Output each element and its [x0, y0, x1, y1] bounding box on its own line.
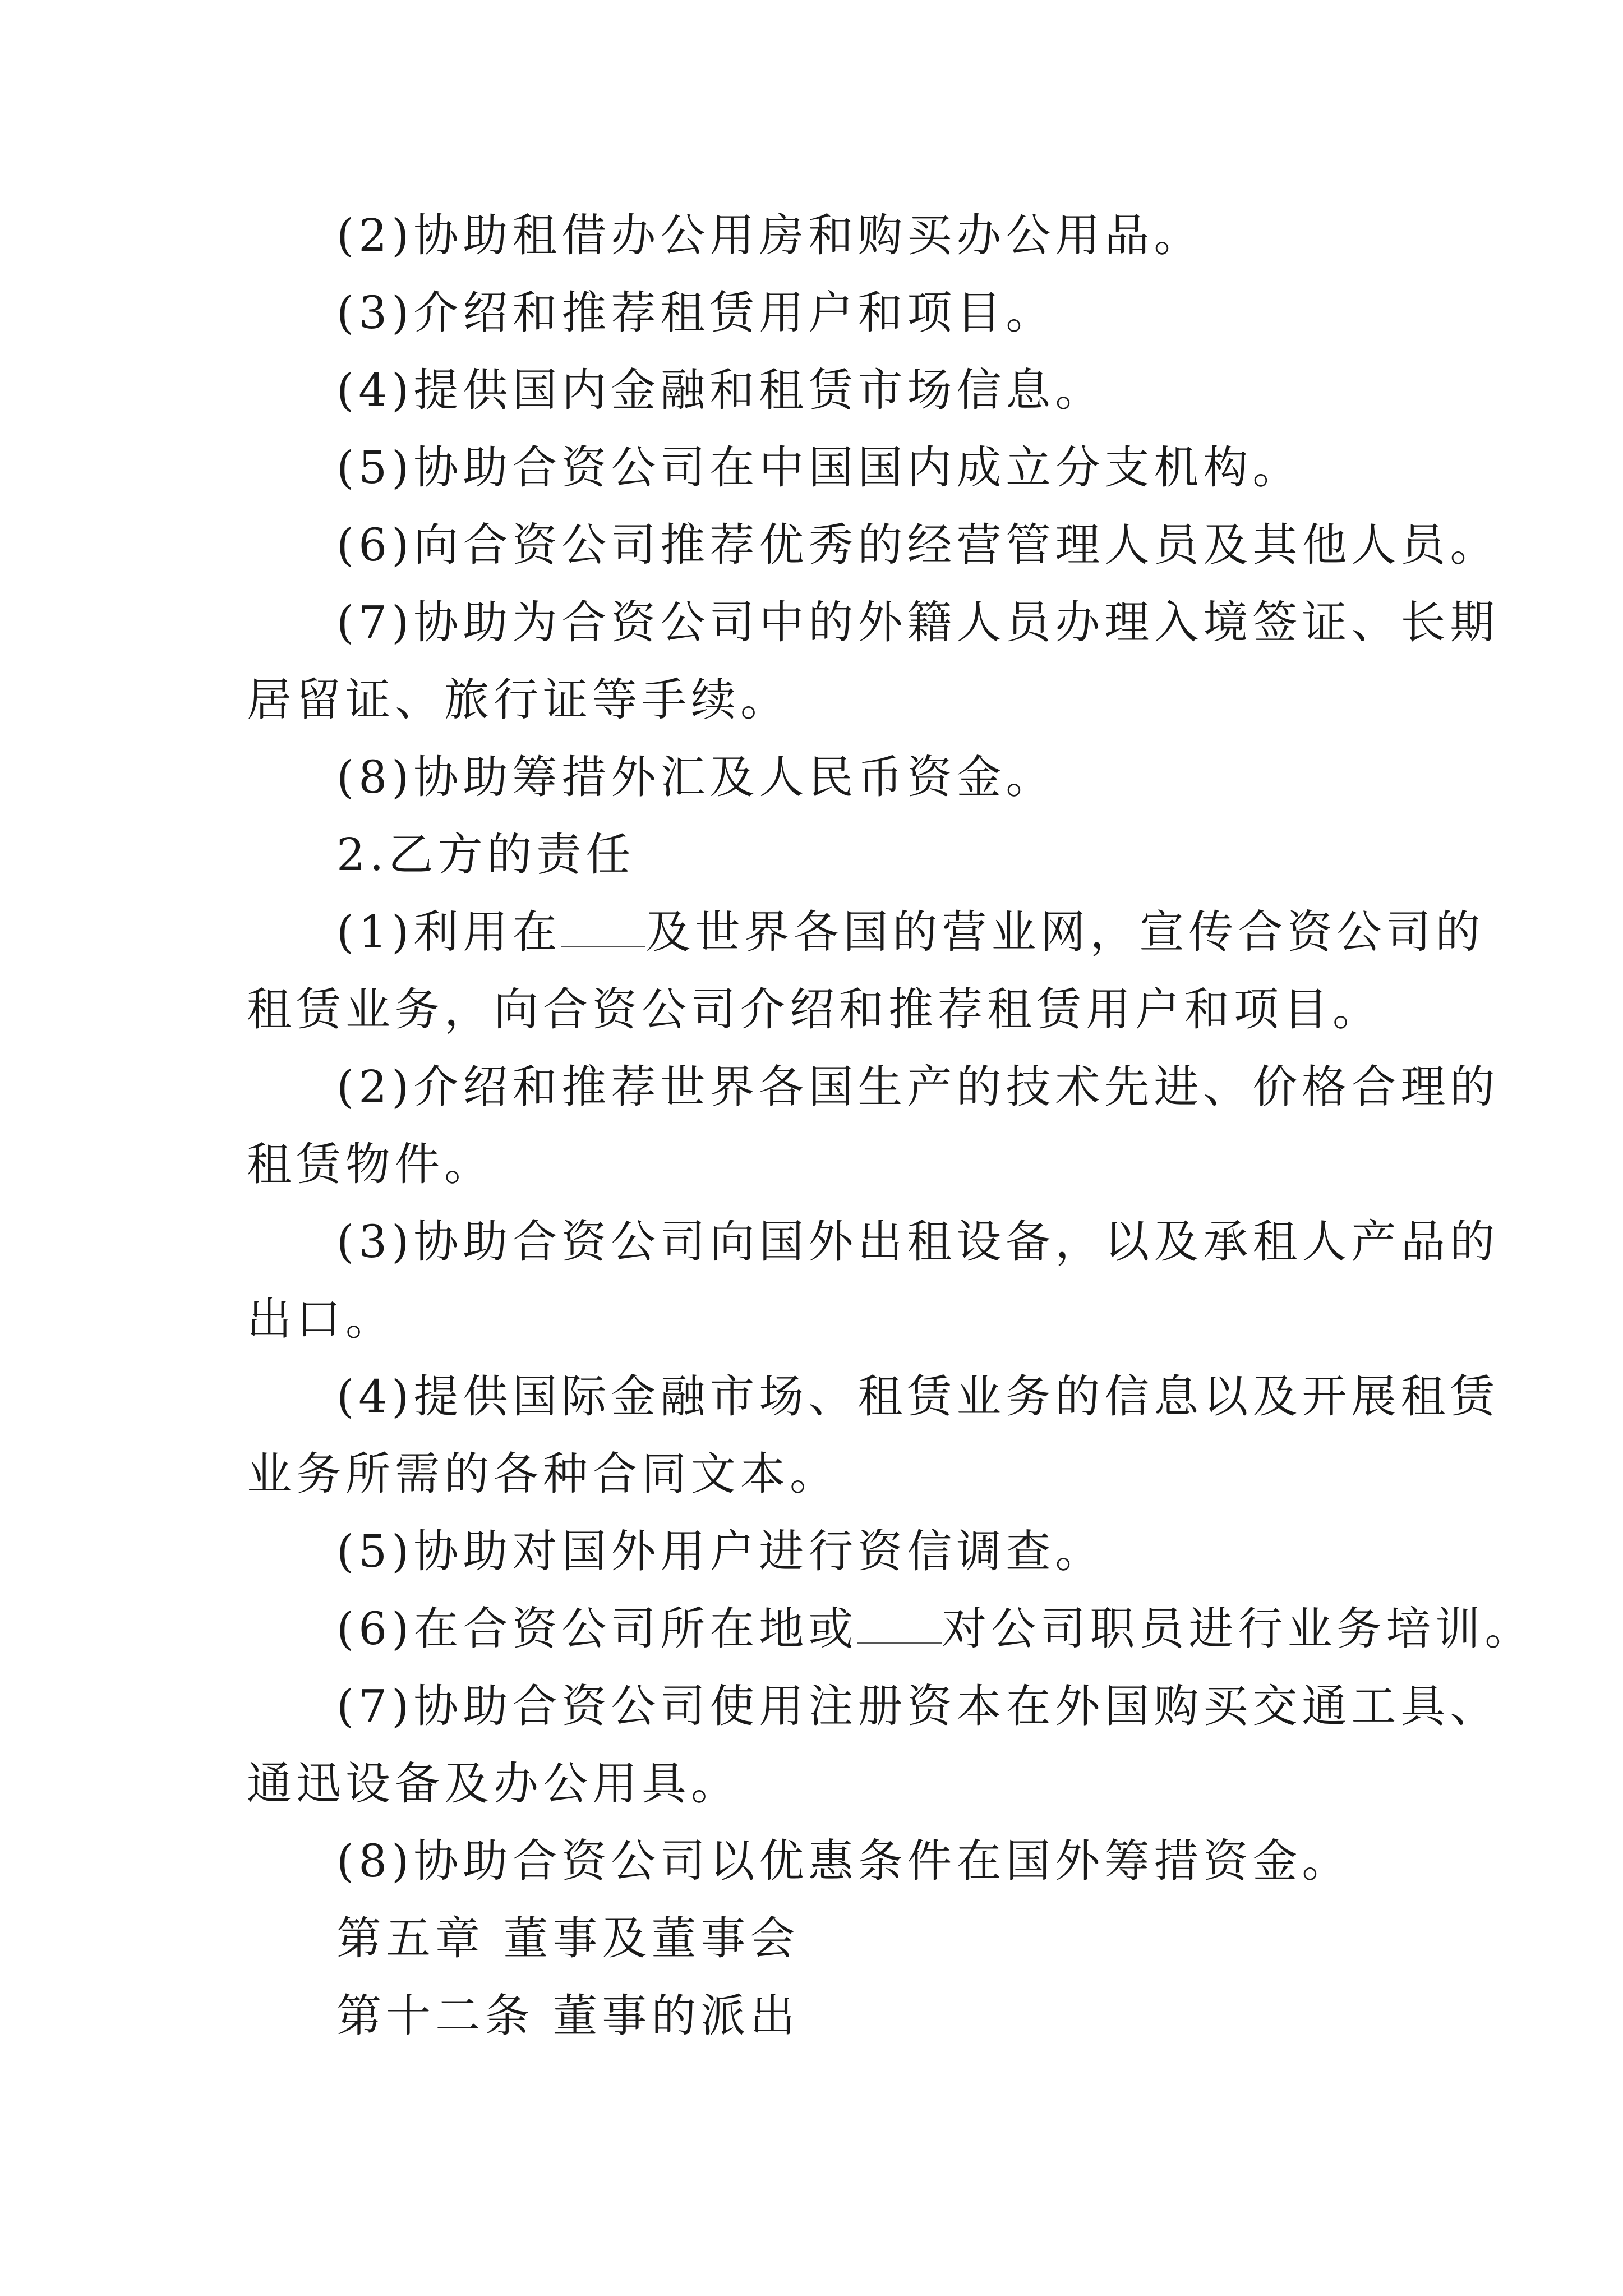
paragraph-b4: (4)提供国际金融市场、租赁业务的信息以及开展租赁 [336, 1370, 1500, 1423]
chapter-heading: 第五章 董事及董事会 [336, 1912, 800, 1964]
fill-in-blank [561, 911, 645, 947]
paragraph-b6-prefix: (6)在合资公司所在地或 [336, 1603, 858, 1655]
paragraph-b3-cont: 出口。 [247, 1293, 395, 1345]
paragraph-a2: (2)协助租借办公用房和购买办公用品。 [336, 209, 1204, 261]
paragraph-b5: (5)协助对国外用户进行资信调查。 [336, 1525, 1105, 1577]
paragraph-b1-middle: 及世界各国的营业网， [645, 906, 1140, 958]
paragraph-b2-cont: 租赁物件。 [247, 1138, 494, 1190]
paragraph-a7-cont: 居留证、旅行证等手续。 [247, 674, 790, 726]
paragraph-a4: (4)提供国内金融和租赁市场信息。 [336, 364, 1105, 416]
section-heading-b: 2.乙方的责任 [336, 829, 635, 881]
paragraph-a5: (5)协助合资公司在中国国内成立分支机构。 [336, 441, 1302, 494]
paragraph-b1-cont: 租赁业务，向合资公司介绍和推荐租赁用户和项目。 [247, 983, 1382, 1036]
paragraph-b8: (8)协助合资公司以优惠条件在国外筹措资金。 [336, 1835, 1352, 1887]
paragraph-a3: (3)介绍和推荐租赁用户和项目。 [336, 287, 1055, 339]
paragraph-b3: (3)协助合资公司向国外出租设备，以及承租人产品的 [336, 1216, 1500, 1268]
paragraph-b2: (2)介绍和推荐世界各国生产的技术先进、价格合理的 [336, 1061, 1500, 1113]
paragraph-b7: (7)协助合资公司使用注册资本在外国购买交通工具、 [336, 1680, 1500, 1732]
paragraph-a6: (6)向合资公司推荐优秀的经营管理人员及其他人员。 [336, 519, 1500, 571]
paragraph-b6-suffix: 对公司职员进行业务培训。 [942, 1603, 1534, 1655]
paragraph-b4-cont: 业务所需的各种合同文本。 [247, 1448, 839, 1500]
paragraph-a7: (7)协助为合资公司中的外籍人员办理入境签证、长期 [336, 596, 1500, 648]
paragraph-b6 [336, 1602, 1534, 1656]
article-heading: 第十二条 董事的派出 [336, 1990, 800, 2042]
paragraph-b1-suffix: 宣传合资公司的 [1139, 906, 1485, 958]
paragraph-b1-prefix: (1)利用在 [336, 906, 562, 958]
paragraph-b7-cont: 通迅设备及办公用具。 [247, 1757, 740, 1810]
paragraph-b1 [336, 905, 1484, 959]
fill-in-blank [857, 1608, 942, 1644]
paragraph-a8: (8)协助筹措外汇及人民币资金。 [336, 751, 1055, 803]
